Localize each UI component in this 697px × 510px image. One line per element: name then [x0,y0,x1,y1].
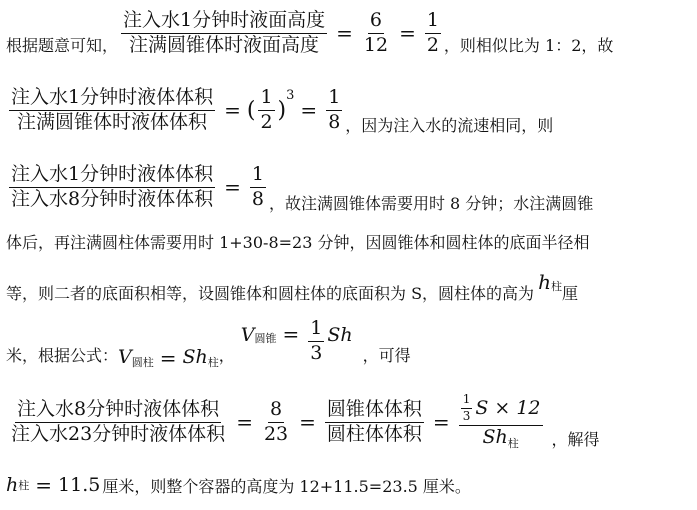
line-4 [6,228,693,254]
tail-text: ，因为注入水的流速相同，则 [345,116,554,135]
v-subscript: 圆锥 [254,332,277,345]
tail-text: 厘 [561,284,578,303]
denominator: 注满圆锥体时液面高度 [129,33,320,56]
tail-text: ，故注满圆锥体需要用时 8 分钟；水注满圆锥 [268,194,594,213]
h-symbol: h [6,474,19,496]
numerator: 1 [308,318,324,342]
numerator: 注入水8分钟时液体体积 [15,399,221,423]
numerator: 注入水1分钟时液体体积 [9,87,215,111]
denominator: 3 [310,341,323,364]
line-1 [6,4,693,62]
equals-sign: = [159,346,177,370]
equals-sign: = [432,410,450,434]
denominator: 8 [328,110,341,133]
denominator: 圆柱体体积 [326,422,422,445]
fraction-6-12 [362,10,390,57]
line-2 [6,80,693,140]
denominator: 3 [462,409,471,424]
tail-text: ，解得 [551,430,600,449]
numerator: 1 [258,87,274,111]
denominator: 8 [251,187,264,210]
equals-sign: = [336,21,353,45]
numerator: 1 [461,393,473,409]
numerator [459,393,543,426]
fraction-8-23 [262,399,290,446]
v-symbol: V [240,324,255,346]
lead-text: 米，根据公式： [6,346,119,365]
denominator: 注满圆锥体时液体体积 [17,110,208,133]
denominator [480,426,520,451]
numerator: 6 [368,10,384,34]
small-fraction-1-3 [461,393,473,424]
equals-sign: = [224,175,241,199]
sh-symbol: Sh [182,346,208,368]
cone-cylinder-fraction [325,399,424,446]
sh-subscript: 柱 [507,436,519,450]
numerator: 1 [326,87,342,111]
line-3 [6,158,693,216]
tail-text: ，可得 [362,346,411,365]
time-volume-fraction [9,164,215,211]
equals-sign: = [282,322,300,346]
denominator: 2 [426,33,439,56]
denominator: 注入水8分钟时液体体积 [11,187,214,210]
equals-sign: = [299,410,316,434]
left-paren: ( [246,97,256,123]
equals-sign: = [236,410,253,434]
paragraph-text: 体后，再注满圆柱体需要用时 1+30-8=23 分钟，因圆锥体和圆柱体的底面半径相 [6,232,590,252]
equals-sign: = [224,98,241,122]
fraction-1-8 [250,164,266,211]
numerator: 注入水1分钟时液面高度 [121,10,327,34]
denominator: 12 [363,33,389,56]
line-7 [6,390,693,454]
paragraph-text: 等，则二者的底面积相等，设圆锥体和圆柱体的底面积为 S，圆柱体的高为 [6,284,535,303]
denominator: 23 [263,422,289,445]
sh-symbol: Sh [482,425,508,448]
h-symbol: h [538,270,551,294]
numerator: 注入水1分钟时液体体积 [9,164,215,188]
height-ratio-fraction [121,10,327,57]
volume-time-fraction [9,399,227,446]
height-value: 11.5 [58,474,101,496]
fraction-1-3 [308,318,324,365]
denominator: 注入水23分钟时液体体积 [11,422,226,445]
comma: ， [218,346,235,365]
right-paren: ) [277,97,287,123]
formula-fraction [459,393,543,450]
v-subscript: 圆柱 [131,356,154,369]
fraction-1-8 [326,87,342,134]
numerator: 1 [250,164,266,188]
fraction-1-2 [258,87,274,134]
equals-sign: = [300,98,318,122]
v-symbol: V [118,346,132,368]
denominator: 2 [260,110,273,133]
equals-sign: = [35,473,53,497]
numerator: 圆锥体体积 [325,399,424,423]
tail-text: ，则相似比为 1：2，故 [443,36,614,55]
tail-text: 厘米，则整个容器的高度为 12+11.5=23.5 厘米。 [102,476,471,496]
sh-subscript: 柱 [207,356,219,369]
fraction-1-2 [425,10,441,57]
numerator: 8 [268,399,284,423]
line-8 [6,468,693,502]
numerator: 1 [425,10,441,34]
lead-text: 根据题意可知， [6,36,119,55]
volume-ratio-fraction [9,87,215,134]
h-subscript: 柱 [18,479,30,492]
line-6 [6,318,693,374]
exponent: 3 [286,88,295,103]
sh-symbol: Sh [327,324,353,346]
equals-sign: = [399,21,416,45]
s-times-12: S × 12 [475,396,541,419]
line-5 [6,270,693,304]
h-subscript: 柱 [550,280,562,293]
